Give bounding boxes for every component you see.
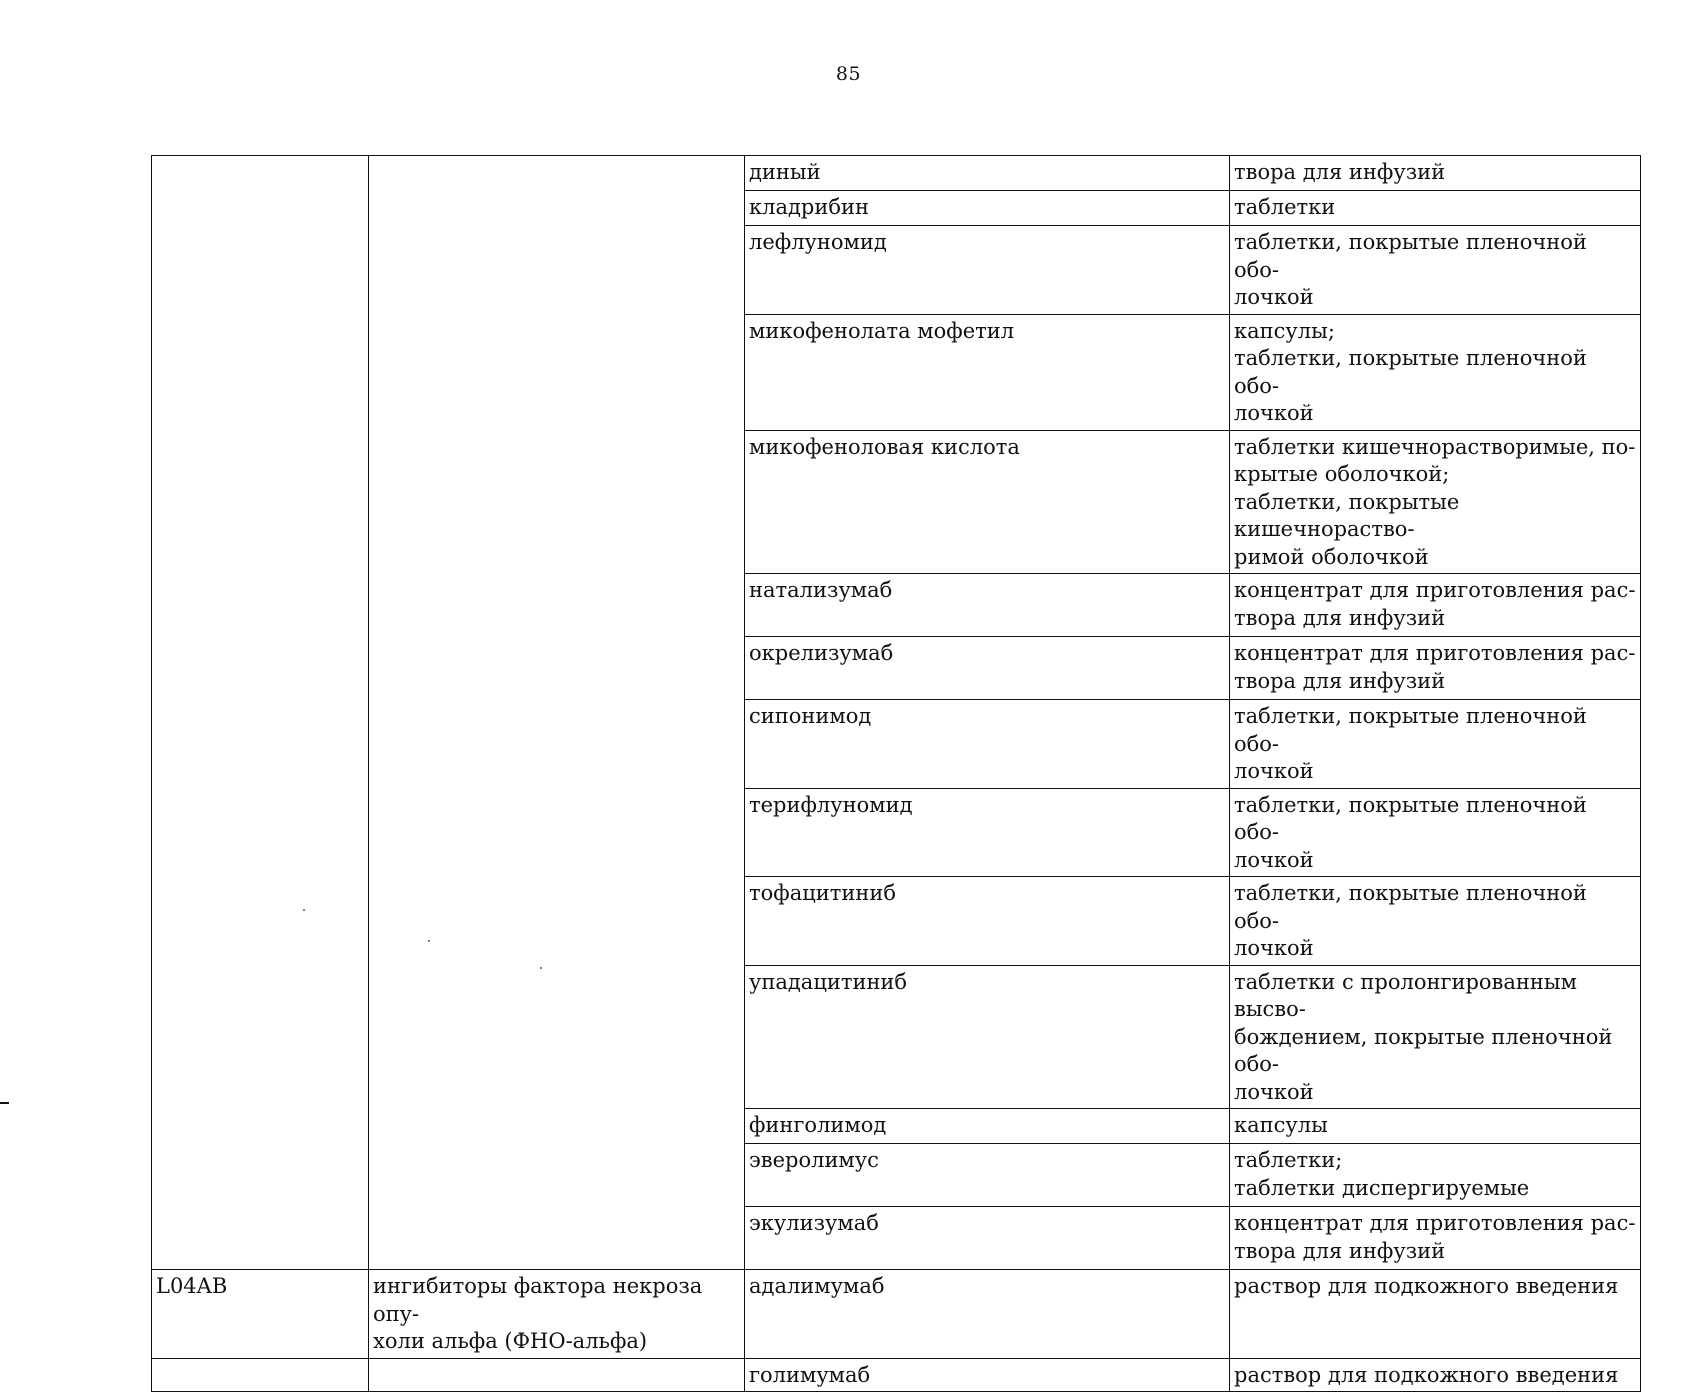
dosage-form-cell: таблетки; таблетки диспергируемые: [1230, 1144, 1641, 1207]
dosage-form-cell: концентрат для приготовления рас- твора для инфузий: [1230, 1207, 1641, 1270]
group-name-cell: [369, 156, 745, 1270]
drug-name-cell: микофеноловая кислота: [745, 430, 1230, 574]
drug-name-cell: эверолимус: [745, 1144, 1230, 1207]
dosage-form-cell: таблетки с пролонгированным высво- бождением, покрытые пленочной обо- лочкой: [1230, 965, 1641, 1109]
atc-code-cell: L04AB: [152, 1270, 369, 1359]
dosage-form-cell: таблетки, покрытые пленочной обо- лочкой: [1230, 877, 1641, 966]
drug-name-cell: кладрибин: [745, 191, 1230, 226]
dosage-form-cell: капсулы: [1230, 1109, 1641, 1144]
atc-code-cell: [152, 1358, 369, 1392]
drug-name-cell: экулизумаб: [745, 1207, 1230, 1270]
page-number: 85: [835, 63, 862, 85]
drug-name-cell: натализумаб: [745, 574, 1230, 637]
margin-tick-mark: [0, 1102, 9, 1104]
drug-name-cell: окрелизумаб: [745, 637, 1230, 700]
dosage-form-cell: твора для инфузий: [1230, 156, 1641, 191]
dosage-form-cell: таблетки, покрытые пленочной обо- лочкой: [1230, 700, 1641, 789]
dosage-form-cell: таблетки, покрытые пленочной обо- лочкой: [1230, 226, 1641, 315]
drug-name-cell: тофацитиниб: [745, 877, 1230, 966]
dosage-form-cell: таблетки, покрытые пленочной обо- лочкой: [1230, 788, 1641, 877]
drug-name-cell: лефлуномид: [745, 226, 1230, 315]
table-row: [152, 156, 1641, 191]
dosage-form-cell: концентрат для приготовления рас- твора для инфузий: [1230, 637, 1641, 700]
dosage-form-cell: таблетки: [1230, 191, 1641, 226]
drug-name-cell: адалимумаб: [745, 1270, 1230, 1359]
drug-name-cell: финголимод: [745, 1109, 1230, 1144]
dosage-form-cell: капсулы; таблетки, покрытые пленочной обо- лочкой: [1230, 314, 1641, 430]
dosage-form-cell: концентрат для приготовления рас- твора для инфузий: [1230, 574, 1641, 637]
drug-table: [151, 155, 1641, 1392]
drug-name-cell: диный: [745, 156, 1230, 191]
group-name-cell: ингибиторы фактора некроза опу- холи альфа (ФНО-альфа): [369, 1270, 745, 1359]
table-row: [152, 1358, 1641, 1392]
drug-name-cell: сипонимод: [745, 700, 1230, 789]
dosage-form-cell: раствор для подкожного введения: [1230, 1358, 1641, 1392]
dosage-form-cell: раствор для подкожного введения: [1230, 1270, 1641, 1359]
table-row: [152, 1270, 1641, 1359]
drug-name-cell: голимумаб: [745, 1358, 1230, 1392]
group-name-cell: [369, 1358, 745, 1392]
drug-name-cell: терифлуномид: [745, 788, 1230, 877]
dosage-form-cell: таблетки кишечнорастворимые, по- крытые оболочкой; таблетки, покрытые кишечнораство- римой оболочкой: [1230, 430, 1641, 574]
drug-name-cell: упадацитиниб: [745, 965, 1230, 1109]
atc-code-cell: [152, 156, 369, 1270]
drug-name-cell: микофенолата мофетил: [745, 314, 1230, 430]
